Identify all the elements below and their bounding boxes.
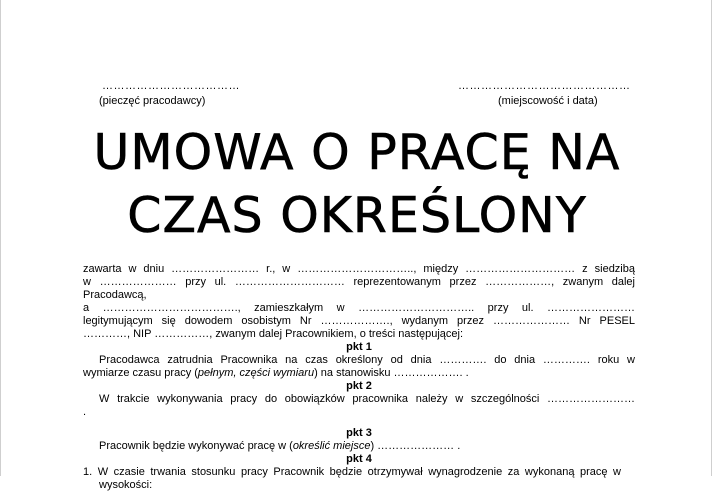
place-date-dots: ……………………………………… xyxy=(458,80,631,92)
section-heading-pkt-1: pkt 1 xyxy=(346,341,372,353)
pkt3-line-1: Pracownik będzie wykonywać pracę w (określić miejsce) ………………… . xyxy=(99,440,461,452)
intro-line-5: legitymującym się dowodem osobistym Nr ………………., wydanym przez ………………… Nr PESEL xyxy=(83,315,635,327)
section-heading-pkt-3: pkt 3 xyxy=(346,427,372,439)
employer-stamp-dots: ……………………………… xyxy=(102,80,240,92)
intro-line-3: Pracodawcą, xyxy=(83,289,147,301)
section-heading-pkt-2: pkt 2 xyxy=(346,380,372,392)
section-heading-pkt-4: pkt 4 xyxy=(346,453,372,465)
pkt2-line-1: W trakcie wykonywania pracy do obowiązków pracownika należy w szczególności …………………… xyxy=(99,393,635,405)
document-title-line-1: UMOWA O PRACĘ NA xyxy=(93,124,621,181)
intro-line-2: w ………………… przy ul. ………………………… reprezentowanym przez ………………, zwanym dalej xyxy=(83,276,635,288)
intro-line-1: zawarta w dniu …………………… r., w ………………………….., między ………………………… z siedzibą xyxy=(83,263,635,275)
intro-line-4: a ………………………………., zamieszkałym w ………………………….. przy ul. …………………… xyxy=(83,302,635,314)
contract-body xyxy=(83,263,635,492)
pkt1-line-2: wymiarze czasu pracy (pełnym, części wymiaru) na stanowisku ………………. . xyxy=(83,367,469,379)
pkt4-line-2: wysokości: xyxy=(99,479,153,491)
pkt4-line-1: 1. W czasie trwania stosunku pracy Pracownik będzie otrzymywał wynagrodzenie za wykonaną pracę w xyxy=(83,466,621,478)
pkt1-line-1: Pracodawca zatrudnia Pracownika na czas określony od dnia …………. do dnia …………. roku w xyxy=(99,354,635,366)
intro-line-6: …………, NIP ……………, zwanym dalej Pracownikiem, o treści następującej: xyxy=(83,328,464,340)
pkt2-line-2: . xyxy=(83,406,87,418)
employer-stamp-caption: (pieczęć pracodawcy) xyxy=(99,95,206,107)
place-date-caption: (miejscowość i data) xyxy=(498,95,598,107)
spacer xyxy=(83,419,635,427)
document-title-line-2: CZAS OKREŚLONY xyxy=(127,187,587,244)
